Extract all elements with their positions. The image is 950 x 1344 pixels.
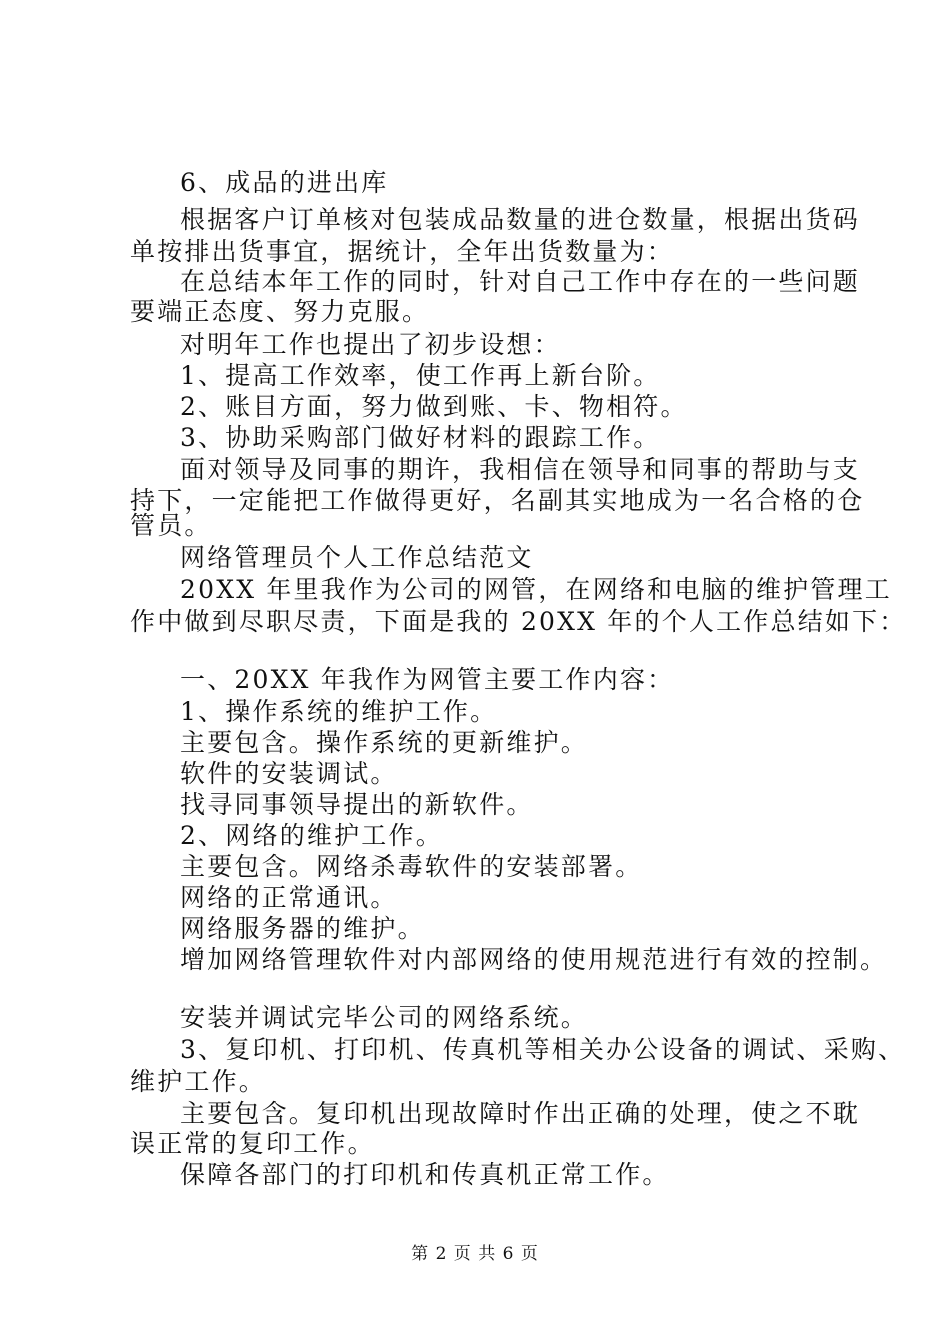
paragraph-line: 网络的正常通讯。 — [180, 883, 398, 912]
paragraph-line: 管员。 — [130, 511, 212, 540]
paragraph-line: 误正常的复印工作。 — [130, 1129, 375, 1158]
paragraph-line: 安装并调试完毕公司的网络系统。 — [180, 1003, 589, 1032]
paragraph-line: 保障各部门的打印机和传真机正常工作。 — [180, 1160, 670, 1189]
paragraph-line: 找寻同事领导提出的新软件。 — [180, 790, 534, 819]
paragraph-line: 单按排出货事宜，据统计，全年出货数量为： — [130, 237, 675, 266]
paragraph-line: 软件的安装调试。 — [180, 759, 398, 788]
section-heading: 一、20XX 年我作为网管主要工作内容： — [180, 665, 675, 694]
paragraph-line: 20XX 年里我作为公司的网管，在网络和电脑的维护管理工 — [180, 575, 892, 604]
list-item: 2、账目方面，努力做到账、卡、物相符。 — [180, 392, 688, 421]
paragraph-line: 增加网络管理软件对内部网络的使用规范进行有效的控制。 — [180, 945, 888, 974]
paragraph-line: 维护工作。 — [130, 1067, 267, 1096]
list-item: 1、提高工作效率，使工作再上新台阶。 — [180, 361, 661, 390]
list-item: 3、复印机、打印机、传真机等相关办公设备的调试、采购、 — [180, 1035, 906, 1064]
paragraph-line: 主要包含。操作系统的更新维护。 — [180, 728, 589, 757]
section-heading: 网络管理员个人工作总结范文 — [180, 543, 534, 572]
paragraph-line: 主要包含。网络杀毒软件的安装部署。 — [180, 852, 643, 881]
paragraph-line: 要端正态度、努力克服。 — [130, 297, 430, 326]
paragraph-line: 作中做到尽职尽责，下面是我的 20XX 年的个人工作总结如下： — [130, 607, 907, 636]
list-item: 3、协助采购部门做好材料的跟踪工作。 — [180, 423, 661, 452]
list-item: 2、网络的维护工作。 — [180, 821, 443, 850]
paragraph-line: 主要包含。复印机出现故障时作出正确的处理，使之不耽 — [180, 1099, 861, 1128]
paragraph-line: 网络服务器的维护。 — [180, 914, 425, 943]
list-item-finished-goods: 6、成品的进出库 — [180, 168, 389, 197]
paragraph-line: 在总结本年工作的同时，针对自己工作中存在的一些问题 — [180, 267, 861, 296]
list-item: 1、操作系统的维护工作。 — [180, 697, 498, 726]
paragraph-line: 面对领导及同事的期许，我相信在领导和同事的帮助与支 — [180, 455, 861, 484]
paragraph-line: 根据客户订单核对包装成品数量的进仓数量，根据出货码 — [180, 205, 861, 234]
paragraph-line: 持下，一定能把工作做得更好，名副其实地成为一名合格的仓 — [130, 486, 865, 515]
paragraph-line: 对明年工作也提出了初步设想： — [180, 330, 561, 359]
page-footer: 第 2 页 共 6 页 — [411, 1244, 539, 1264]
